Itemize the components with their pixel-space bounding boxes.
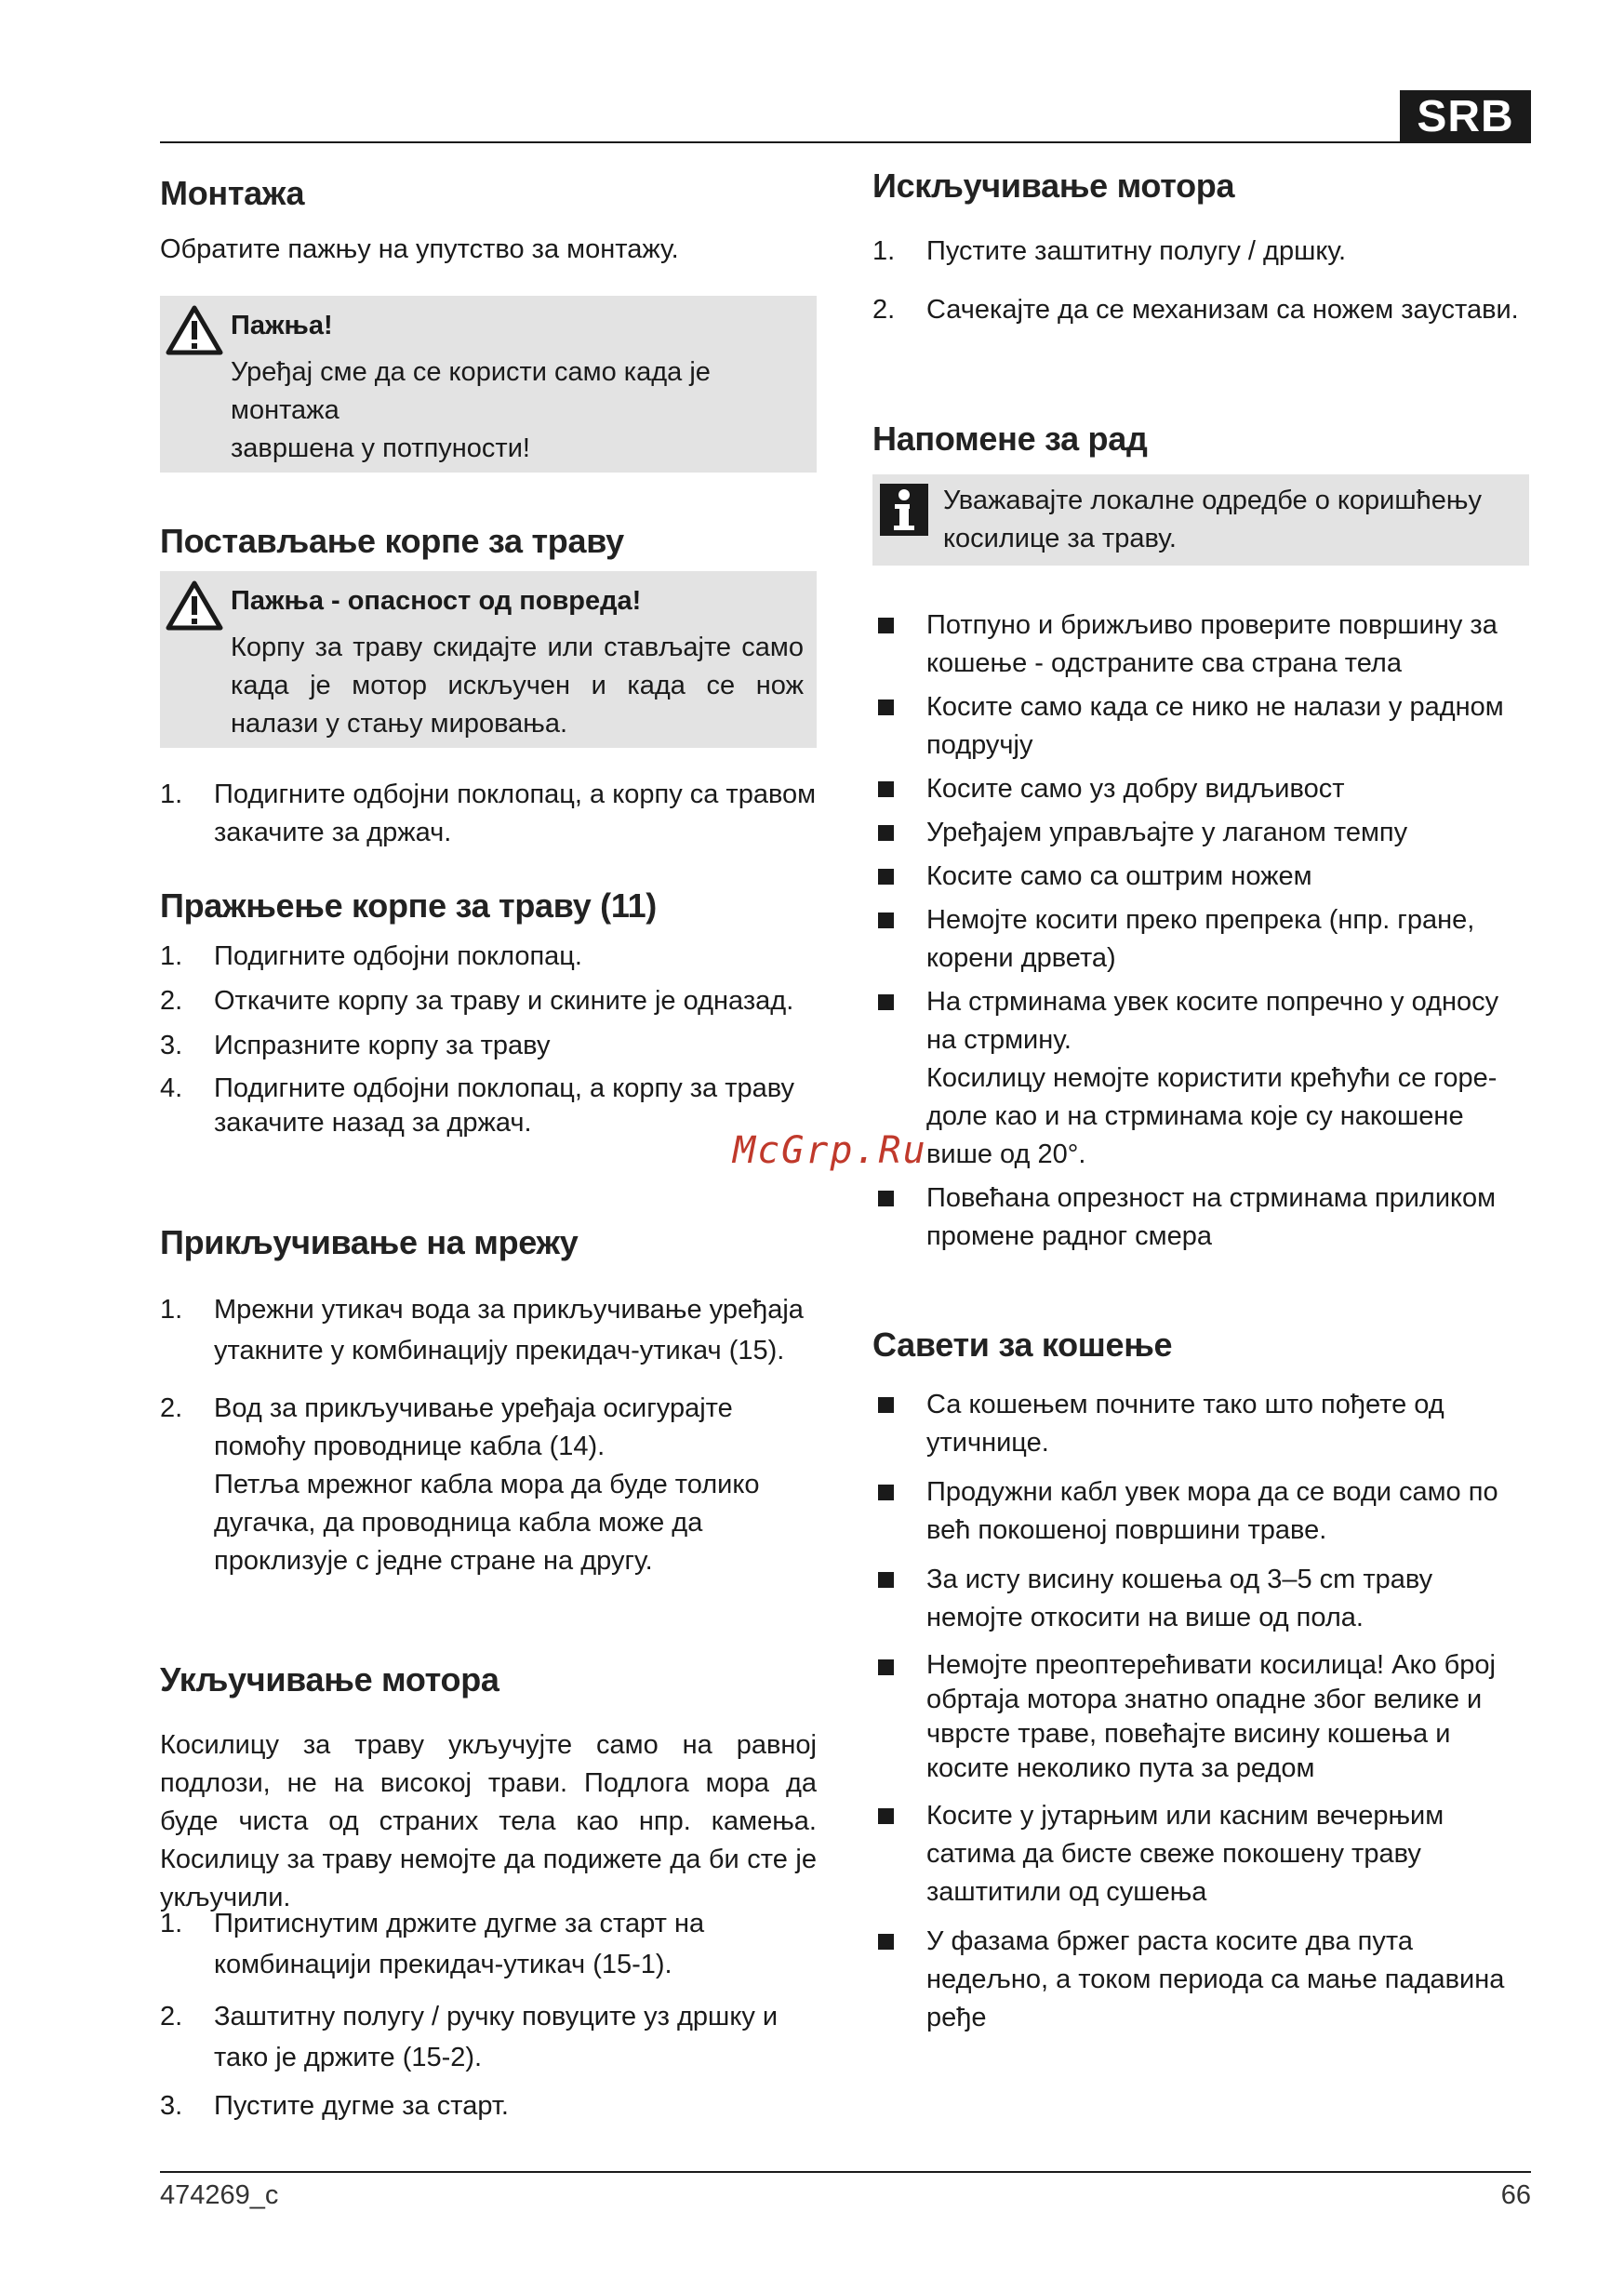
- list-item: 2. Заштитну полугу / ручку повуците уз дршку и тако је држите (15-2).: [160, 2002, 779, 2072]
- list-item: 1. Подигните одбојни поклопац.: [160, 941, 582, 971]
- list-item: Продужни кабл увек мора да се води само по већ покошеној површини траве.: [872, 1473, 1529, 1550]
- list-item: 1. Притиснутим држите дугме за старт на комбинацији прекидач-утикач (15-1).: [160, 1909, 705, 1979]
- warning-triangle-icon: [166, 580, 223, 631]
- page-number: 66: [1500, 2180, 1531, 2210]
- list-item: Косите само када се нико не налази у радном подручју: [872, 688, 1529, 765]
- list-item: Немојте преоптерећивати косилица! Ако број обртаја мотора знатно опадне због велике и чврсте траве, повећајте висину кошења и косите неколико пута за редом: [872, 1648, 1529, 1786]
- section-title-montaza: Монтажа: [160, 174, 305, 212]
- list-item: 1. Подигните одбојни поклопац, а корпу са травом закачите за држач.: [160, 779, 817, 847]
- ukljucivanje-text: Косилицу за траву укључујте само на равној подлози, не на високој трави. Подлога мора да буде чиста од страних тела као нпр. камења. Косилицу за траву немојте да подижете да би сте је укључили.: [160, 1730, 817, 1912]
- footer-doc-id: 474269_c: [160, 2180, 279, 2210]
- warning-box-injury: [160, 571, 817, 748]
- section-title-mreza: Прикључивање на мрежу: [160, 1223, 579, 1261]
- korpa-empty-steps: [160, 938, 817, 1140]
- list-item: Косите само уз добру видљивост: [872, 770, 1529, 808]
- info-icon: [880, 484, 928, 536]
- list-item: 2. Откачите корпу за траву и скините је одназад.: [160, 986, 794, 1016]
- list-item: На стрминама увек косите попречно у односу на стрмину. Косилицу немојте користити крећући се горе-доле као и на стрминама које су накошене више од 20°.: [872, 983, 1529, 1174]
- section-title-korpa-empty: Пражњење корпе за траву (11): [160, 886, 657, 925]
- section-title-ukljucivanje: Укључивање мотора: [160, 1660, 499, 1699]
- section-title-saveti: Савети за кошење: [872, 1326, 1173, 1364]
- napomene-list: [872, 606, 1529, 1256]
- ukljucivanje-steps: [160, 1903, 817, 2125]
- list-item: 1. Пустите заштитну полугу / дршку.: [872, 236, 1347, 266]
- list-item: Уређајем управљајте у лаганом темпу: [872, 814, 1529, 852]
- list-item: Потпуно и брижљиво проверите површину за кошење - одстраните сва страна тела: [872, 606, 1529, 683]
- list-item: 3. Пустите дугме за старт.: [160, 2091, 509, 2121]
- info-text: Уважавајте локалне одредбе о коришћењу косилице за траву.: [943, 486, 1482, 553]
- list-item: Повећана опрезност на стрминама приликом промене радног смера: [872, 1179, 1529, 1256]
- list-item: Са кошењем почните тако што пођете од утичнице.: [872, 1386, 1529, 1462]
- warning-triangle-icon: [166, 305, 223, 355]
- iskljucivanje-steps: [872, 233, 1529, 329]
- warning-text-line-1: Уређај сме да се користи само када је монтажа: [231, 357, 711, 425]
- list-item: 2. Вод за прикључивање уређаја осигурајте помоћу проводнице кабла (14). Петља мрежног кабла мора да буде толико дугачка, да проводница кабла може да проклизује с једне стране на другу.: [160, 1393, 760, 1576]
- list-item: 4. Подигните одбојни поклопац, а корпу за траву закачите назад за држач.: [160, 1073, 795, 1138]
- list-item: 3. Испразните корпу за траву: [160, 1031, 551, 1060]
- saveti-list: [872, 1386, 1529, 2037]
- list-item: 2. Сачекајте да се механизам са ножем заустави.: [872, 295, 1519, 325]
- montaza-text: Обратите пажњу на упутство за монтажу.: [160, 234, 679, 264]
- mreza-steps: [160, 1289, 817, 1580]
- footer-rule: [160, 2171, 1531, 2173]
- header-rule: [160, 141, 1531, 143]
- section-title-iskljucivanje: Искључивање мотора: [872, 167, 1235, 205]
- warning-title: Пажња - опасност од повреда!: [231, 586, 642, 616]
- list-item: За исту висину кошења од 3–5 cm траву немојте откосити на више од пола.: [872, 1561, 1529, 1637]
- info-box: [872, 474, 1529, 566]
- warning-box-assembly: [160, 296, 817, 473]
- warning-title: Пажња!: [231, 311, 333, 340]
- korpa-set-steps: [160, 776, 817, 852]
- list-item: Немојте косити преко препрека (нпр. гране, корени дрвета): [872, 901, 1529, 978]
- section-title-korpa-set: Постављање корпе за траву: [160, 522, 624, 560]
- watermark: McGrp.Ru: [733, 1129, 927, 1172]
- section-title-napomene: Напомене за рад: [872, 420, 1148, 458]
- language-badge: SRB: [1400, 90, 1531, 143]
- warning-text: Корпу за траву скидајте или стављајте само када је мотор искључен и када се нож налази у стању мировања.: [231, 633, 804, 739]
- list-item: 1. Мрежни утикач вода за прикључивање уређаја утакните у комбинацију прекидач-утикач (15).: [160, 1295, 804, 1365]
- list-item: Косите у јутарњим или касним вечерњим сатима да бисте свеже покошену траву заштитили од сушења: [872, 1797, 1529, 1912]
- list-item: У фазама бржег раста косите два пута недељно, а током периода са мање падавина ређе: [872, 1923, 1529, 2037]
- warning-text-line-2: завршена у потпуности!: [231, 433, 530, 463]
- list-item: Косите само са оштрим ножем: [872, 858, 1529, 896]
